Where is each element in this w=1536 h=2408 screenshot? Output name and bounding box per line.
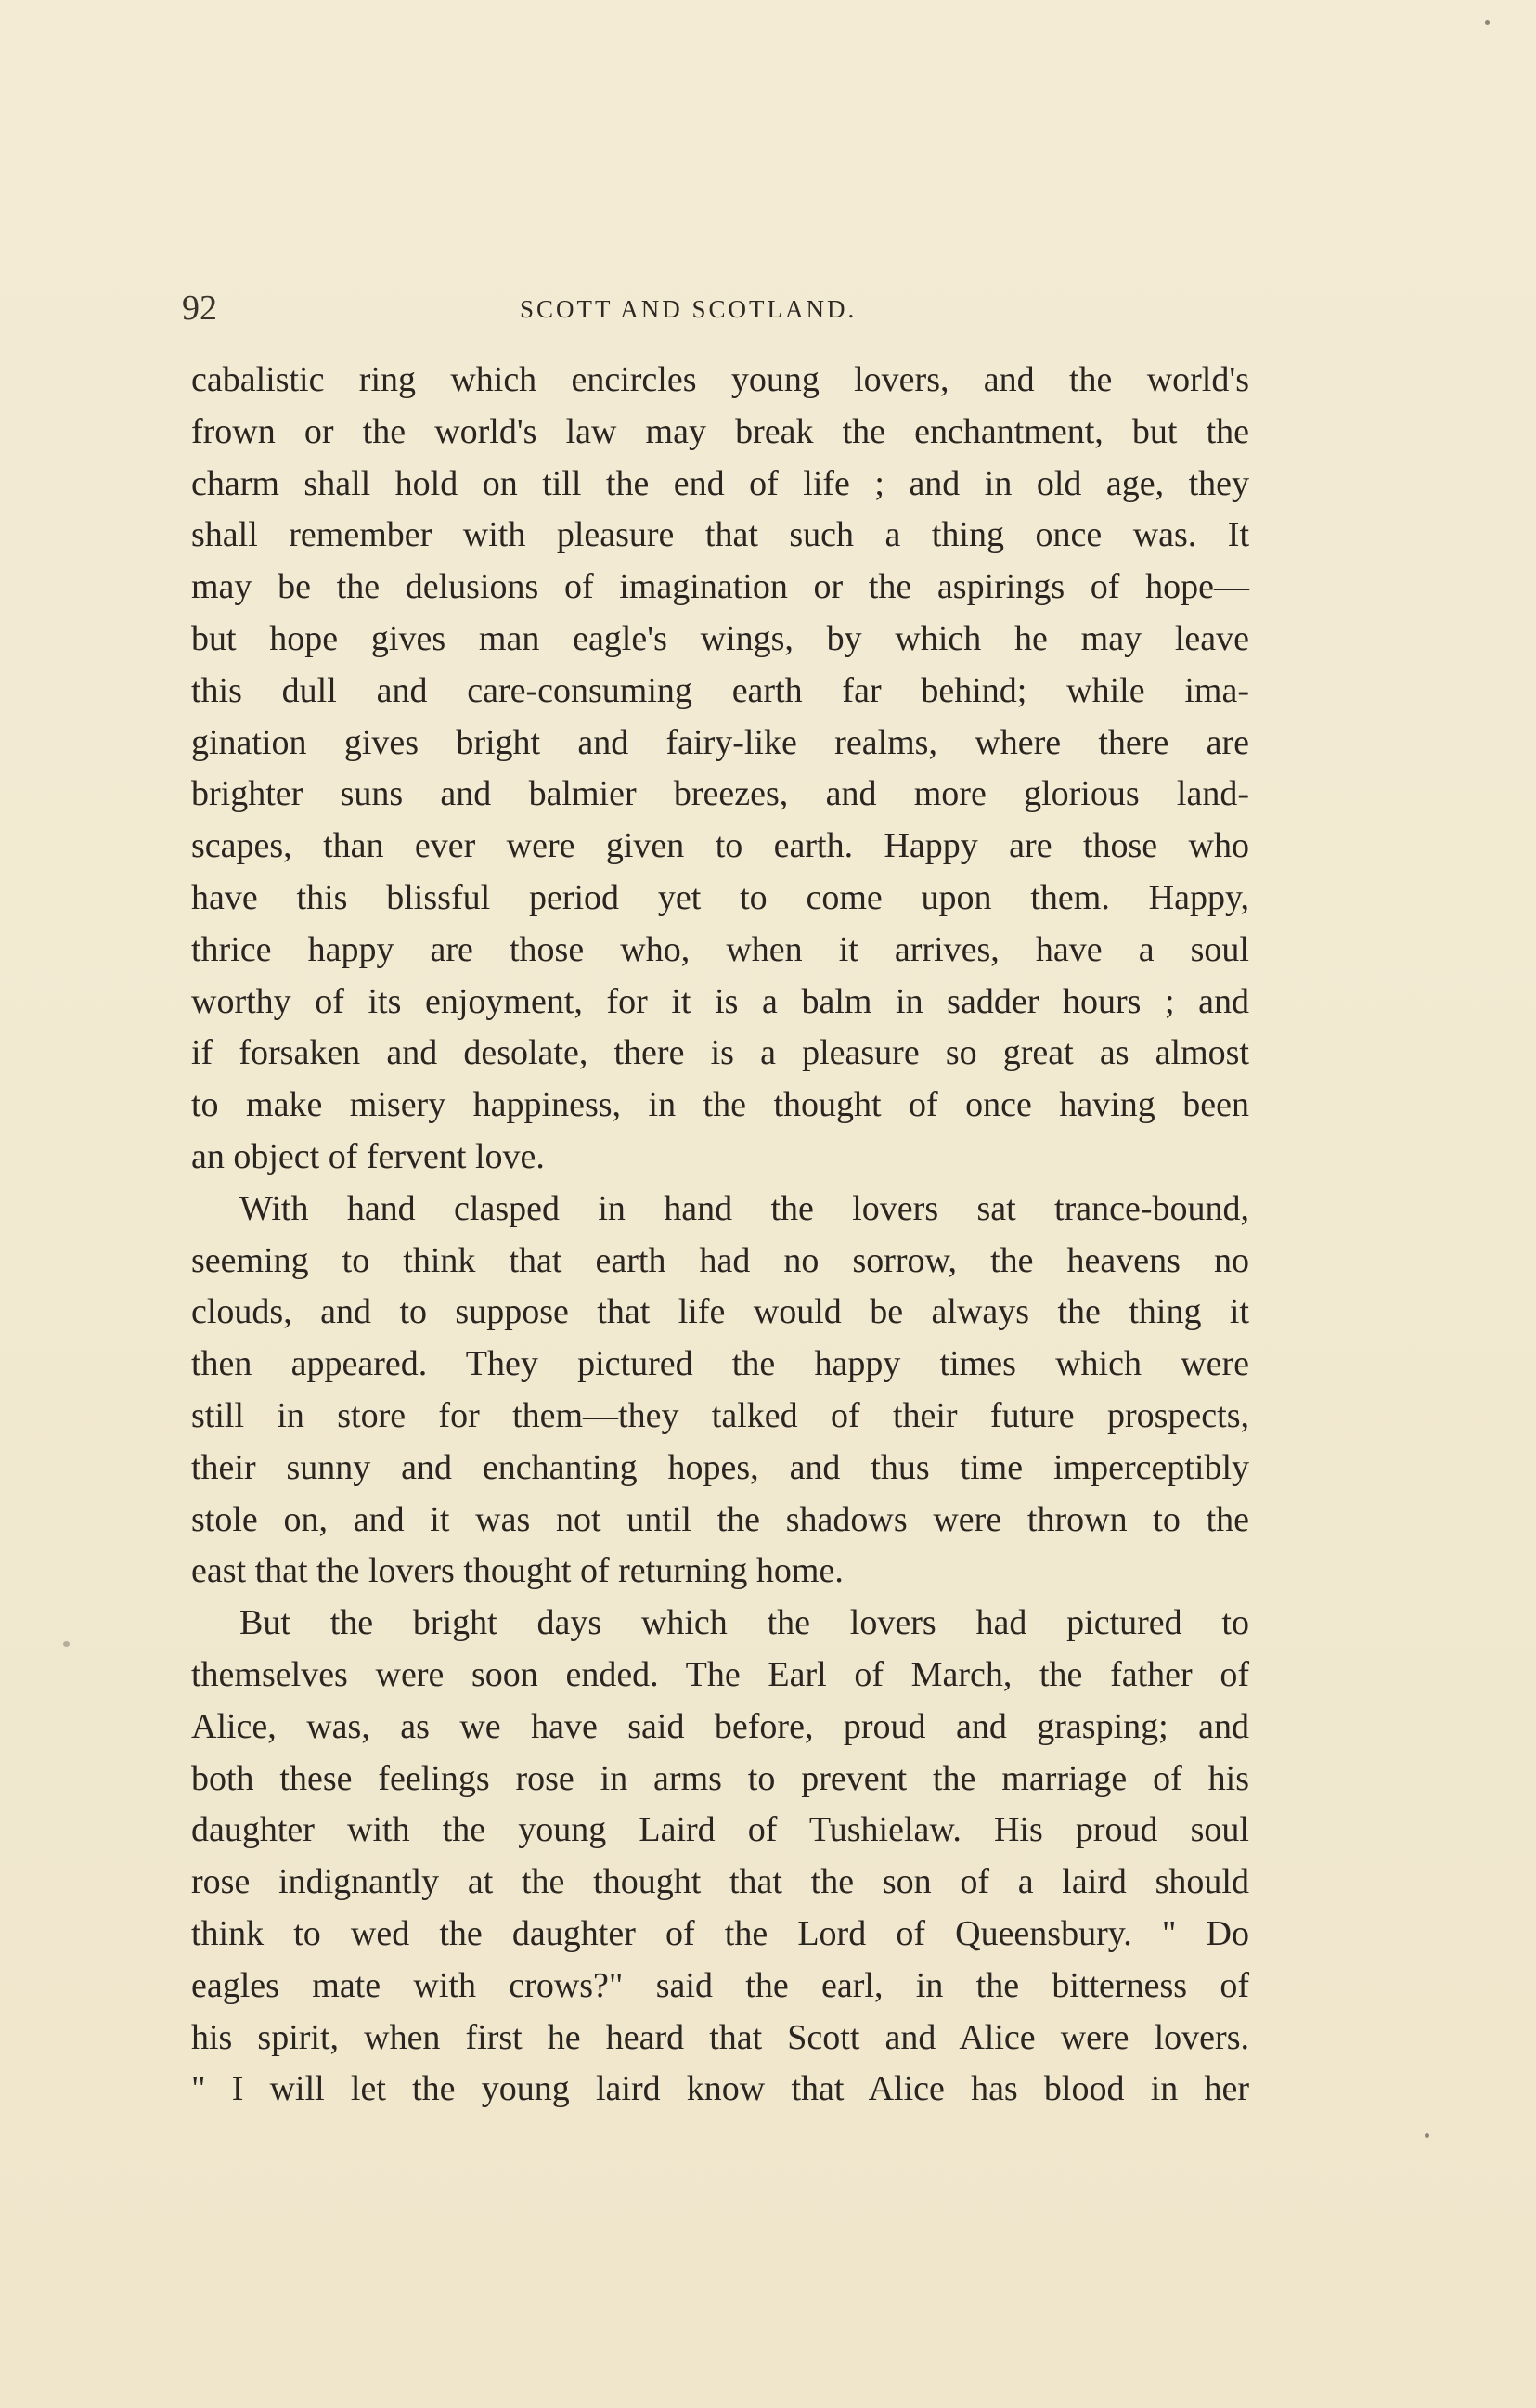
text-line: " I will let the young laird know that Alice has blood in her [191,2069,1249,2109]
text-line: think to wed the daughter of the Lord of Queensbury. " Do [191,1913,1249,1953]
text-line: gination gives bright and fairy-like realms, where there are [191,722,1249,762]
text-line: then appeared. They pictured the happy times which were [191,1344,1249,1384]
running-title: SCOTT AND SCOTLAND. [520,295,858,323]
text-line: clouds, and to suppose that life would be always the thing it [191,1292,1249,1332]
paragraph-end-line: east that the lovers thought of returning home. [191,1551,844,1591]
text-line: worthy of its enjoyment, for it is a balm in sadder hours ; and [191,981,1249,1021]
paragraph-end-line: an object of fervent love. [191,1136,545,1176]
text-line: both these feelings rose in arms to prevent the marriage of his [191,1758,1249,1798]
text-line: may be the delusions of imagination or the aspirings of hope— [191,567,1249,607]
paper-speck [63,1641,70,1647]
text-line: still in store for them—they talked of their future prospects, [191,1395,1249,1435]
text-line: eagles mate with crows?" said the earl, in the bitterness of [191,1965,1249,2005]
paragraph-start-line: But the bright days which the lovers had pictured to [239,1603,1249,1643]
text-line: to make misery happiness, in the thought of once having been [191,1085,1249,1125]
text-line: thrice happy are those who, when it arrives, have a soul [191,929,1249,969]
paragraph-start-line: With hand clasped in hand the lovers sat trance-bound, [239,1188,1249,1228]
text-line: brighter suns and balmier breezes, and more glorious land- [191,774,1249,814]
text-line: charm shall hold on till the end of life ; and in old age, they [191,463,1249,503]
text-line: have this blissful period yet to come upon them. Happy, [191,877,1249,917]
text-line: themselves were soon ended. The Earl of March, the father of [191,1654,1249,1694]
text-line: but hope gives man eagle's wings, by which he may leave [191,618,1249,658]
text-line: daughter with the young Laird of Tushielaw. His proud soul [191,1810,1249,1850]
paper-speck [1485,20,1490,25]
text-line: frown or the world's law may break the enchantment, but the [191,411,1249,451]
paper-speck [1425,2133,1429,2138]
text-line: their sunny and enchanting hopes, and thus time imperceptibly [191,1447,1249,1487]
text-line: his spirit, when first he heard that Scott and Alice were lovers. [191,2017,1249,2057]
text-line: if forsaken and desolate, there is a pleasure so great as almost [191,1033,1249,1073]
text-line: cabalistic ring which encircles young lovers, and the world's [191,360,1249,399]
text-line: shall remember with pleasure that such a thing once was. It [191,515,1249,555]
text-line: scapes, than ever were given to earth. Happy are those who [191,826,1249,866]
text-line: stole on, and it was not until the shadows were thrown to the [191,1499,1249,1539]
body-text [191,355,1249,2116]
text-line: rose indignantly at the thought that the son of a laird should [191,1862,1249,1902]
running-head [182,284,1249,332]
page-number: 92 [182,289,217,328]
text-line: this dull and care-consuming earth far behind; while ima- [191,670,1249,710]
text-line: seeming to think that earth had no sorrow, the heavens no [191,1240,1249,1280]
text-line: Alice, was, as we have said before, proud and grasping; and [191,1706,1249,1746]
